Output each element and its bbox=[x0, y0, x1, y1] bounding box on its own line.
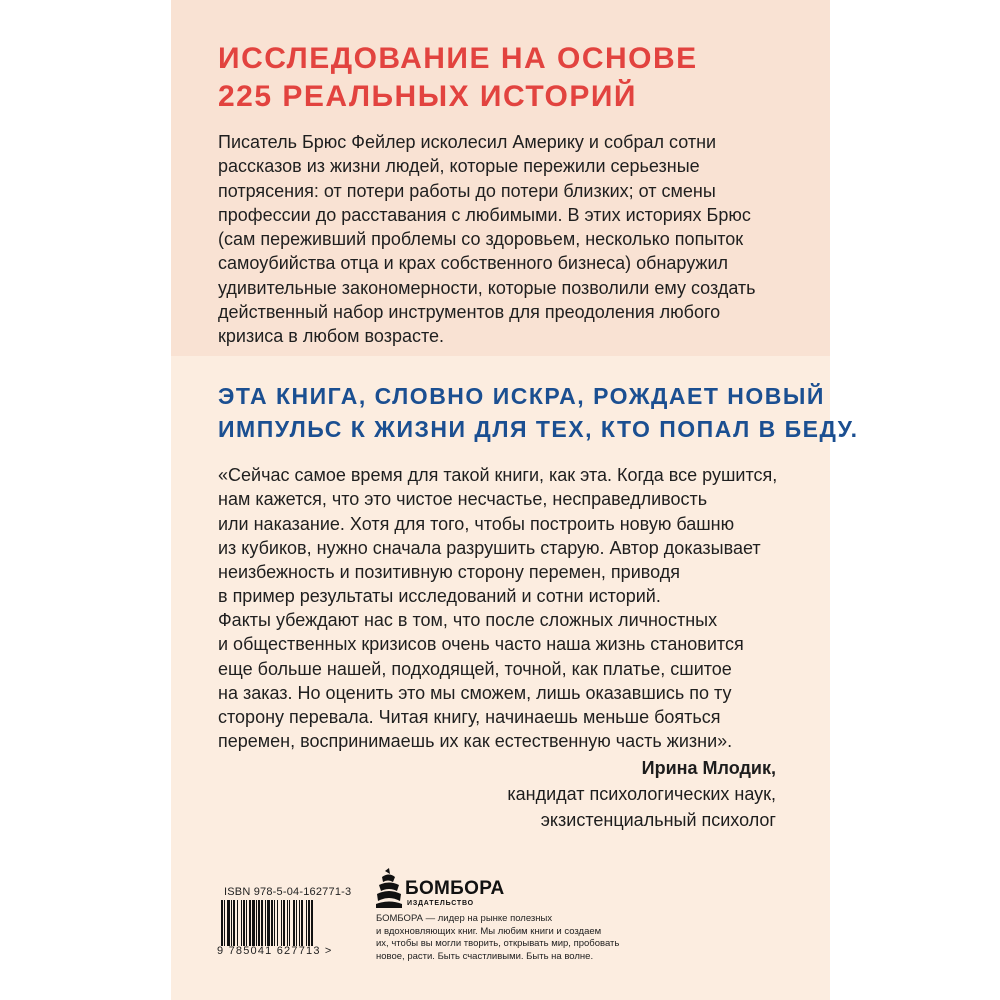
text-line: Факты убеждают нас в том, что после сложных личностных bbox=[218, 610, 718, 630]
text-line: из кубиков, нужно сначала разрушить старую. Автор доказывает bbox=[218, 537, 761, 558]
text-line: Писатель Брюс Фейлер исколесил Америку и собрал сотни bbox=[218, 132, 717, 152]
text-line: действенный набор инструментов для преодоления любого bbox=[218, 302, 721, 323]
text-line: еще больше нашей, подходящей, точной, как платье, сшитое bbox=[218, 658, 732, 679]
bombora-logo-icon bbox=[376, 868, 402, 908]
quote-attribution bbox=[507, 755, 776, 833]
heading-line: ЭТА КНИГА, СЛОВНО ИСКРА, РОЖДАЕТ НОВЫЙ bbox=[218, 383, 825, 409]
text-line: профессии до расставания с любимыми. В этих историях Брюс bbox=[218, 204, 751, 225]
isbn-label: ISBN 978-5-04-162771-3 bbox=[224, 886, 352, 898]
text-line: потрясения: от потери работы до потери близких; от смены bbox=[218, 180, 716, 201]
publisher-name: БОМБОРА bbox=[405, 878, 505, 899]
author-title: кандидат психологических наук, bbox=[507, 784, 776, 804]
blurb-line: БОМБОРА — лидер на рынке полезных bbox=[376, 913, 553, 924]
barcode-digits: 9 785041 627713 > bbox=[217, 945, 333, 957]
heading-line: 225 РЕАЛЬНЫХ ИСТОРИЙ bbox=[218, 80, 637, 113]
author-title: экзистенциальный психолог bbox=[540, 810, 776, 830]
text-line: удивительные закономерности, которые позволили ему создать bbox=[218, 277, 756, 298]
text-line: (сам переживший проблемы со здоровьем, несколько попыток bbox=[218, 229, 744, 250]
publisher-subtitle: ИЗДАТЕЛЬСТВО bbox=[407, 900, 474, 907]
text-line: рассказов из жизни людей, которые пережили серьезные bbox=[218, 156, 700, 177]
quote-paragraph-2 bbox=[218, 608, 744, 754]
intro-paragraph bbox=[218, 130, 756, 349]
text-line: и общественных кризисов очень часто наша жизнь становится bbox=[218, 634, 744, 655]
blurb-line: новое, расти. Быть счастливыми. Быть на волне. bbox=[376, 950, 594, 962]
author-name: Ирина Млодик, bbox=[641, 758, 776, 778]
book-back-cover bbox=[171, 0, 859, 1000]
heading-line: ИМПУЛЬС К ЖИЗНИ ДЛЯ ТЕХ, КТО ПОПАЛ В БЕДУ. bbox=[218, 416, 859, 442]
heading-spark bbox=[218, 380, 859, 446]
barcode-bar bbox=[313, 900, 314, 946]
text-line: неизбежность и позитивную сторону перемен, приводя bbox=[218, 562, 680, 583]
text-line: или наказание. Хотя для того, чтобы построить новую башню bbox=[218, 513, 735, 534]
text-line: самоубийства отца и крах собственного бизнеса) обнаружил bbox=[218, 253, 729, 274]
text-line: нам кажется, что это чистое несчастье, несправедливость bbox=[218, 489, 708, 510]
text-line: сторону перевала. Читая книгу, начинаешь меньше бояться bbox=[218, 707, 721, 728]
text-line: кризиса в любом возрасте. bbox=[218, 326, 445, 347]
text-line: «Сейчас самое время для такой книги, как эта. Когда все рушится, bbox=[218, 465, 778, 485]
heading-line: ИССЛЕДОВАНИЕ НА ОСНОВЕ bbox=[218, 42, 698, 75]
barcode bbox=[221, 900, 349, 946]
text-line: перемен, воспринимаешь их как естественную часть жизни». bbox=[218, 731, 733, 752]
blurb-line: и вдохновляющих книг. Мы любим книги и создаем bbox=[376, 925, 602, 937]
quote-paragraph-1 bbox=[218, 463, 777, 609]
heading-research bbox=[218, 40, 698, 116]
text-line: на заказ. Но оценить это мы сможем, лишь оказавшись по ту bbox=[218, 682, 732, 703]
blurb-line: их, чтобы вы могли творить, открывать мир, пробовать bbox=[376, 938, 620, 949]
text-line: в пример результаты исследований и сотни историй. bbox=[218, 586, 661, 607]
publisher-blurb bbox=[376, 913, 619, 963]
